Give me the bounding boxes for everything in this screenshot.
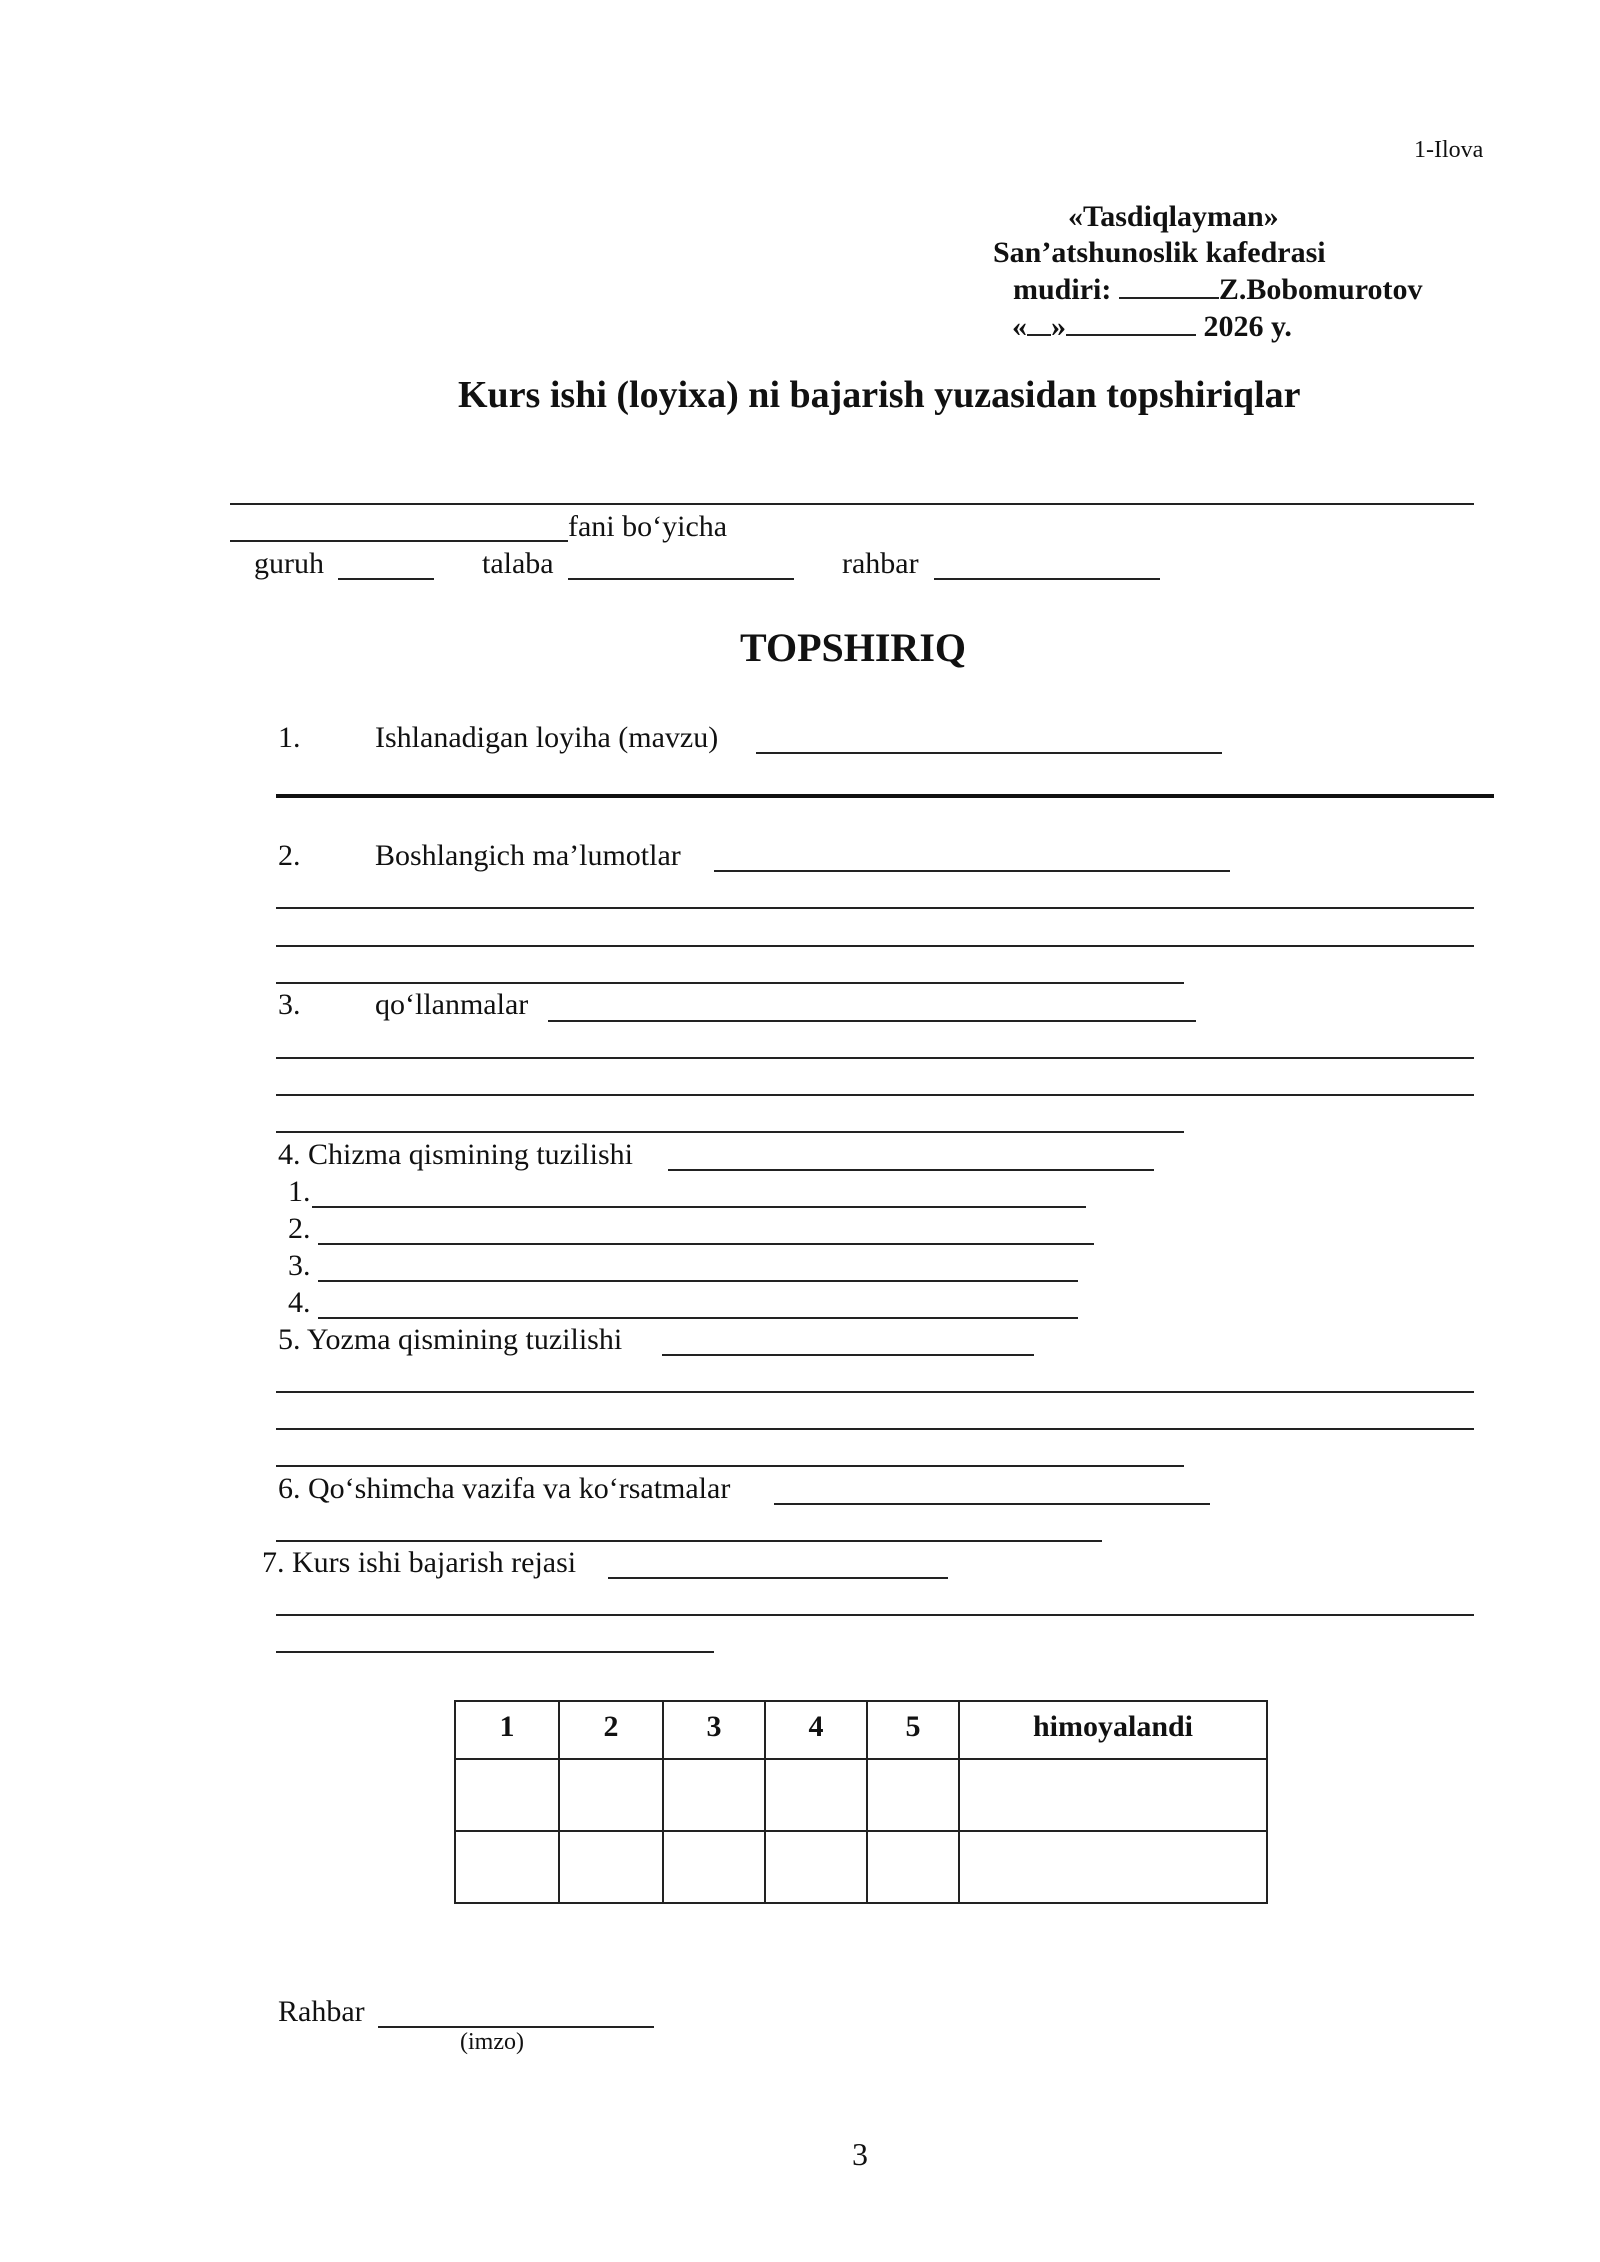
date-year: 2026 y. [1203,310,1292,343]
table-header-cell: himoyalandi [959,1701,1267,1759]
table-cell[interactable] [959,1759,1267,1831]
approval-department: San’atshunoslik kafedrasi [993,236,1326,269]
item7-line-1[interactable] [276,1614,1474,1616]
date-quote-open: « [1012,310,1027,343]
table-cell[interactable] [455,1759,559,1831]
item6-line-1[interactable] [276,1540,1102,1542]
supervisor-field[interactable] [934,578,1160,580]
table-row [455,1759,1267,1831]
item7-line-2[interactable] [276,1651,714,1653]
item4-sub3-field[interactable] [318,1280,1078,1282]
student-field[interactable] [568,578,794,580]
subject-label: fani bo‘yicha [568,510,728,543]
signature-field[interactable] [378,2026,654,2028]
approval-title: «Tasdiqlayman» [1068,200,1279,233]
table-header-cell: 3 [663,1701,765,1759]
approval-date [1012,312,1292,342]
item4-label: 4. Chizma qismining tuzilishi [278,1138,633,1171]
item1-divider [276,794,1494,798]
table-header-row [455,1701,1267,1759]
table-cell[interactable] [559,1759,663,1831]
item4-sub2-number: 2. [288,1212,311,1245]
item7-label: 7. Kurs ishi bajarish rejasi [262,1546,577,1579]
approval-head-name: Z.Bobomurotov [1218,273,1423,306]
table-header-cell: 4 [765,1701,867,1759]
table-cell[interactable] [765,1759,867,1831]
item4-sub2-field[interactable] [318,1243,1094,1245]
table-header-cell: 2 [559,1701,663,1759]
item1-number: 1. [278,721,301,754]
item4-sub4-number: 4. [288,1286,311,1319]
item3-label: qo‘llanmalar [375,988,529,1021]
student-label: talaba [482,547,554,580]
item5-label: 5. Yozma qismining tuzilishi [278,1323,623,1356]
table-cell[interactable] [867,1759,959,1831]
item2-line-2[interactable] [276,945,1474,947]
item4-sub1-number: 1. [288,1175,311,1208]
signature-caption: (imzo) [460,2029,524,2055]
table-row [455,1831,1267,1903]
subject-line-2[interactable] [230,540,568,542]
item4-sub3-number: 3. [288,1249,311,1282]
item3-number: 3. [278,988,301,1021]
date-month-blank[interactable] [1066,312,1196,336]
item4-sub1-field[interactable] [312,1206,1086,1208]
subject-line-1[interactable] [230,503,1474,505]
item5-line-2[interactable] [276,1428,1474,1430]
table-cell[interactable] [559,1831,663,1903]
table-cell[interactable] [867,1831,959,1903]
item2-label: Boshlangich ma’lumotlar [375,839,681,872]
approval-head-label: mudiri: [1013,273,1112,306]
item1-label: Ishlanadigan loyiha (mavzu) [375,721,719,754]
table-cell[interactable] [455,1831,559,1903]
supervisor-label: rahbar [842,547,919,580]
item2-field[interactable] [714,870,1230,872]
table-header-cell: 1 [455,1701,559,1759]
date-quote-close: » [1051,310,1066,343]
item5-line-1[interactable] [276,1391,1474,1393]
plan-table [454,1700,1268,1904]
page-number: 3 [852,2136,868,2172]
item6-label: 6. Qo‘shimcha vazifa va ko‘rsatmalar [278,1472,731,1505]
item6-field[interactable] [774,1503,1210,1505]
annex-label: 1-Ilova [1414,137,1484,163]
group-label: guruh [254,547,324,580]
group-field[interactable] [338,578,434,580]
approval-head [1013,275,1423,305]
table-cell[interactable] [663,1831,765,1903]
item3-line-3[interactable] [276,1131,1184,1133]
date-day-blank[interactable] [1027,312,1051,336]
signature-label: Rahbar [278,1995,365,2028]
section-heading: TOPSHIRIQ [740,625,966,670]
item2-number: 2. [278,839,301,872]
table-cell[interactable] [765,1831,867,1903]
item2-line-3[interactable] [276,982,1184,984]
item5-line-3[interactable] [276,1465,1184,1467]
item4-field[interactable] [668,1169,1154,1171]
document-title: Kurs ishi (loyixa) ni bajarish yuzasidan topshiriqlar [458,374,1301,416]
item5-field[interactable] [662,1354,1034,1356]
item2-line-1[interactable] [276,907,1474,909]
item7-field[interactable] [608,1577,948,1579]
item4-sub4-field[interactable] [318,1317,1078,1319]
table-cell[interactable] [959,1831,1267,1903]
item3-line-1[interactable] [276,1057,1474,1059]
table-header-cell: 5 [867,1701,959,1759]
approval-signature-blank[interactable] [1119,275,1219,299]
item3-line-2[interactable] [276,1094,1474,1096]
item1-field[interactable] [756,752,1222,754]
item3-field[interactable] [548,1020,1196,1022]
table-cell[interactable] [663,1759,765,1831]
